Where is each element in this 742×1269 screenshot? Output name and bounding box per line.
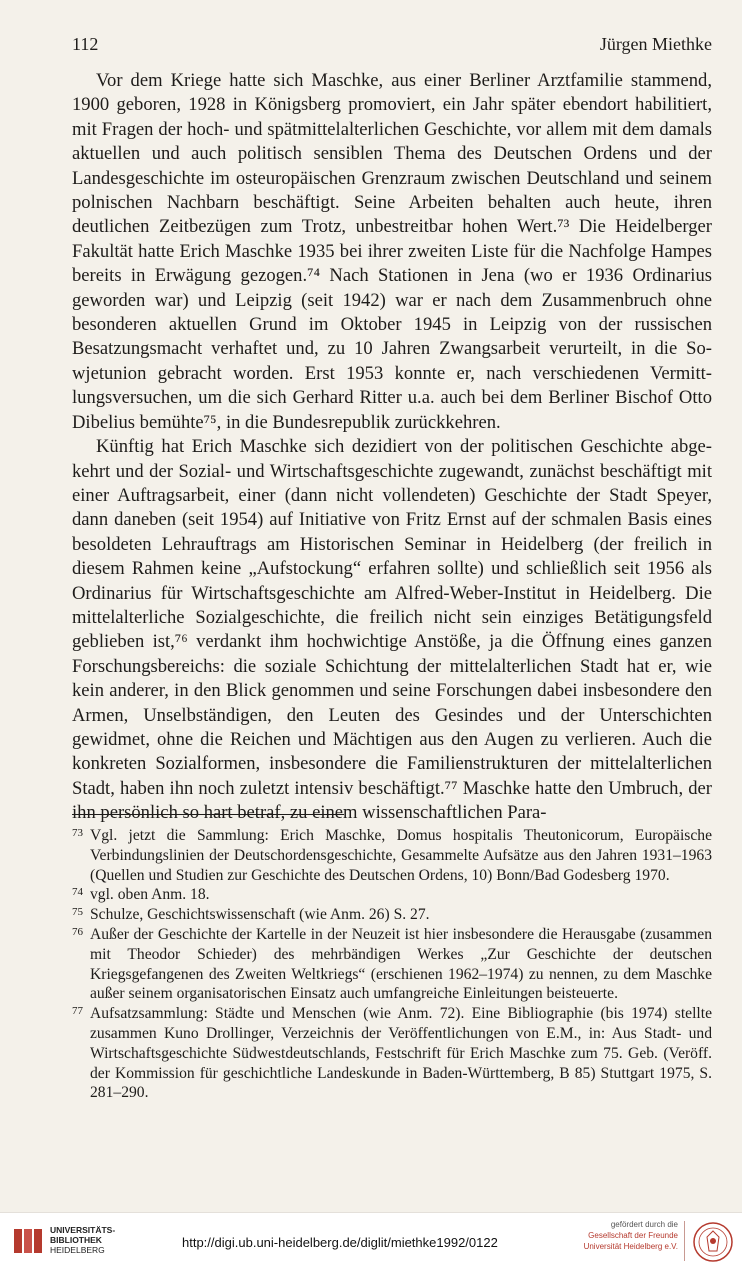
paragraph: Künftig hat Erich Maschke sich dezidiert von der politischen Geschichte abgekehrt und der Sozial- und Wirtschaftsgeschichte zugewandt, zunächst beschäftigt mit einer Auftragsarbeit, einer (dann nicht vollendeten) Geschichte der Stadt Speyer, dann daneben (seit 1954) auf Initiative von Fritz Ernst auf der schmalen Basis eines besoldeten Lehrauftrags am Historischen Seminar in Heidelberg (der freilich in diesem Rahmen keine „Aufstockung“ erfahren sollte) und schließlich seit 1956 als Ordinarius für Wirtschaftsgeschichte am Alfred-Weber-Institut in Heidelberg. Die mittelalterliche Sozialgeschichte, die freilich nicht sein einziges Betätigungsfeld geblieben ist,⁷⁶ verdankt ihm hochwichtige Anstöße, ja die Öffnung eines ganzen Forschungsbereichs: die soziale Schichtung der mittelalterlichen Stadt hat er, wie kein anderer, in den Blick genommen und seine Forschungen dabei insbesondere den Armen, Unselbständigen, den Leuten des Gesindes und der Unterschichten gewidmet, ohne die Reichen und Mächtigen aus den Augen zu verlieren. Auch die konkreten Sozialformen, insbesondere die Familienstrukturen der mittelalterlichen Stadt, haben ihn noch zuletzt intensiv beschäftigt.⁷⁷ Maschke hatte den Umbruch, der ihn persönlich so hart betraf, zu einem wissenschaftlichen Para-	[72, 436, 712, 824]
footnote-text: Vgl. jetzt die Sammlung: Erich Maschke, Domus hospitalis Theutonicorum, Europäische Verbindungslinien der Deutschordensgeschichte, Gesammelte Aufsätze aus den Jahren 1931–1963 (Quellen und Studien zur Geschichte des Deutschen Ordens, 10) Bonn/Bad Godesberg 1970.	[90, 827, 712, 884]
footnote-text: Außer der Geschichte der Kartelle in der Neuzeit ist hier insbesondere die Herausgabe (zusammen mit Theodor Schieder) des mehrbändigen Werkes „Zur Geschichte der deutschen Kriegsgefangenen des Zweiten Weltkriegs“ (erschienen 1962–1974) zu nennen, zu dem Maschke außer seinem organisatorischen Einsatz auch umfangreiche Einleitungen beisteuerte.	[90, 925, 712, 1003]
library-logo-icon	[12, 1225, 44, 1257]
permalink-url[interactable]: http://digi.ub.uni-heidelberg.de/diglit/miethke1992/0122	[182, 1235, 498, 1250]
footnote-text: Schulze, Geschichtswissenschaft (wie Anm. 26) S. 27.	[90, 906, 430, 924]
footnote-75	[72, 905, 712, 925]
footnote-text: vgl. oben Anm. 18.	[90, 886, 210, 904]
footnote-number: 77	[72, 1005, 83, 1018]
footnote-76	[72, 925, 712, 1004]
sponsor-name-line: Gesellschaft der Freunde	[588, 1231, 678, 1240]
university-seal-icon	[692, 1221, 734, 1263]
running-header	[72, 34, 712, 62]
sponsor-credit	[568, 1219, 678, 1252]
footnote-separator	[72, 814, 344, 815]
footnote-number: 75	[72, 906, 83, 919]
footnote-number: 74	[72, 886, 83, 899]
page-number: 112	[72, 34, 99, 54]
sponsor-divider	[684, 1221, 685, 1261]
footnote-77	[72, 1004, 712, 1103]
running-head-author: Jürgen Miethke	[599, 34, 712, 54]
footnote-73	[72, 826, 712, 885]
paragraph: Vor dem Kriege hatte sich Maschke, aus einer Berliner Arztfamilie stammend, 1900 geboren, 1928 in Königsberg promoviert, ein Jahr später ebendort habilitiert, mit Fragen der hoch- und spätmittelalterlichen Geschichte, vor allem mit dem damals aktuellen und auch politisch sensiblen Thema des Deutschen Ordens und der Landesgeschichte im osteuropäischen Grenzraum zwischen Deutschland und seinem polnischen Nachbarn beschäftigt. Seine Arbeiten behalten auch heute, ihren deutlichen Zeitbezügen zum Trotz, unbestreitbar hohen Wert.⁷³ Die Heidelberger Fakultät hatte Erich Maschke 1935 bei ihrer zweiten Liste für die Nachfolge Hampes bereits in Erwägung gezogen.⁷⁴ Nach Stationen in Jena (wo er 1936 Ordinarius geworden war) und Leipzig (seit 1942) war er nach dem Zusammenbruch ohne besonderen aktuellen Grund im Oktober 1945 in Leipzig von der russischen Besatzungsmacht verhaftet und, zu 10 Jahren Zwangsarbeit verurteilt, in die Sowjetunion gebracht worden. Erst 1953 konnte er, nach verschiedenen Vermittlungsversuchen, um die sich Gerhard Ritter u.a. auch bei dem Berliner Bischof Otto Dibelius bemühte⁷⁵, in die Bundesrepublik zurückkehren.	[72, 70, 712, 433]
footnote-text: Aufsatzsammlung: Städte und Menschen (wie Anm. 72). Eine Bibliographie (bis 1974) stellte zusammen Kuno Drollinger, Verzeichnis der Veröffentlichungen von E.M., in: Aus Stadt- und Wirtschaftsgeschichte Südwestdeutschlands, Festschrift für Erich Maschke zum 75. Geb. (Veröff. der Kommission für geschichtliche Landeskunde in Baden-Württemberg, B 85) Stuttgart 1975, S. 281–290.	[90, 1005, 712, 1102]
footnote-number: 73	[72, 827, 83, 839]
sponsor-name-line: Universität Heidelberg e.V.	[583, 1242, 678, 1251]
footnote-number: 76	[72, 925, 83, 938]
library-name-line: UNIVERSITÄTS-	[50, 1225, 116, 1235]
footnote-74	[72, 885, 712, 905]
library-name-line: BIBLIOTHEK	[50, 1235, 102, 1245]
library-name-line: HEIDELBERG	[50, 1245, 105, 1255]
footnotes	[72, 826, 712, 1103]
digitization-footer	[0, 1212, 742, 1269]
sponsor-intro: gefördert durch die	[610, 1220, 678, 1229]
body-text	[72, 69, 712, 826]
library-name	[50, 1225, 115, 1255]
